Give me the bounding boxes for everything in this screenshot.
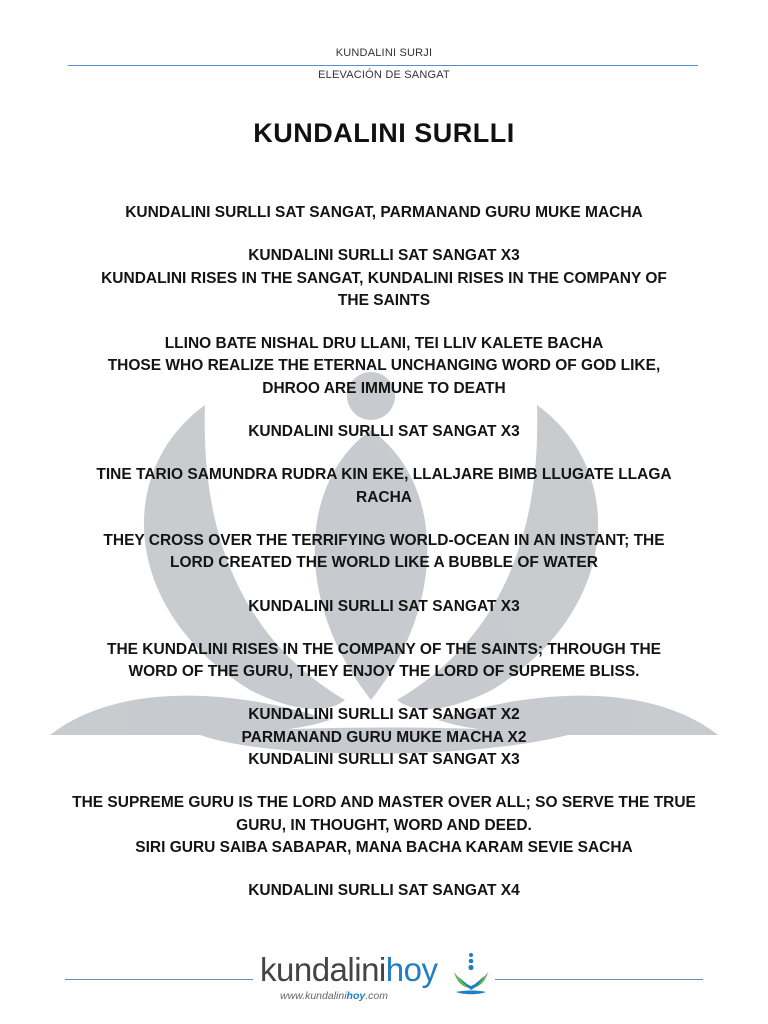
lotus-icon [450, 952, 492, 996]
lyric-line: THE SAINTS [337, 291, 431, 309]
logo-wordmark-main: kundalini [260, 951, 386, 988]
header-top-text: KUNDALINI SURJI [335, 47, 433, 59]
lyric-line: GURU, IN THOUGHT, WORD AND DEED. [236, 816, 532, 834]
lyric-line: SIRI GURU SAIBA SABAPAR, MANA BACHA KARAM SEVIE SACHA [135, 838, 633, 856]
header-subtitle: ELEVACIÓN DE SANGAT [318, 69, 450, 81]
lyric-line: WORD OF THE GURU, THEY ENJOY THE LORD OF SUPREME BLISS. [128, 663, 640, 681]
lyric-stanza [60, 530, 708, 575]
lyric-line: KUNDALINI SURLLI SAT SANGAT X3 [248, 751, 520, 769]
footer-divider-right [495, 979, 703, 980]
lyric-stanza [60, 333, 708, 400]
lyric-line: LLINO BATE NISHAL DRU LLANI, TEI LLIV KALETE BACHA [164, 335, 604, 353]
lyric-line: THE KUNDALINI RISES IN THE COMPANY OF THE SAINTS; THROUGH THE [107, 640, 661, 658]
logo-wordmark-accent: hoy [385, 951, 438, 988]
lyric-stanza [60, 596, 708, 618]
lyric-line: THEY CROSS OVER THE TERRIFYING WORLD-OCEAN IN AN INSTANT; THE [103, 531, 665, 549]
lyric-line: THOSE WHO REALIZE THE ETERNAL UNCHANGING WORD OF GOD LIKE, [107, 357, 661, 375]
header-divider [68, 65, 698, 66]
lyric-line: KUNDALINI SURLLI SAT SANGAT X3 [248, 597, 520, 615]
lyric-line: THE SUPREME GURU IS THE LORD AND MASTER OVER ALL; SO SERVE THE TRUE [72, 794, 696, 812]
logo-url [280, 990, 388, 1002]
footer-divider-left [65, 979, 253, 980]
logo-url-accent: hoy [346, 990, 366, 1002]
lyric-line: KUNDALINI SURLLI SAT SANGAT, PARMANAND GURU MUKE MACHA [125, 204, 643, 221]
kundalinihoy-logo [258, 950, 493, 1006]
lyric-line: RACHA [356, 488, 412, 506]
lyric-line: LORD CREATED THE WORLD LIKE A BUBBLE OF WATER [170, 554, 598, 572]
lyrics-body [60, 202, 708, 924]
lyric-stanza [60, 639, 708, 684]
lyric-stanza [60, 464, 708, 509]
page-title: KUNDALINI SURLLI [253, 118, 515, 148]
lyric-line: KUNDALINI RISES IN THE SANGAT, KUNDALINI RISES IN THE COMPANY OF [101, 269, 667, 287]
lyric-stanza [60, 245, 708, 312]
lyric-stanza [60, 421, 708, 443]
lyric-stanza [60, 704, 708, 771]
lyric-stanza [60, 202, 708, 224]
logo-url-suffix: .com [365, 990, 388, 1002]
lyric-line: KUNDALINI SURLLI SAT SANGAT X3 [248, 423, 520, 441]
lyric-stanza [60, 880, 708, 902]
lyric-line: DHROO ARE IMMUNE TO DEATH [262, 379, 506, 397]
lyric-stanza [60, 792, 708, 859]
lyric-line: PARMANAND GURU MUKE MACHA X2 [241, 728, 527, 746]
logo-wordmark [260, 950, 437, 990]
logo-url-prefix: www.kundalini [280, 990, 347, 1002]
lyric-line: KUNDALINI SURLLI SAT SANGAT X2 [248, 706, 520, 724]
lyric-line: TINE TARIO SAMUNDRA RUDRA KIN EKE, LLALJARE BIMB LLUGATE LLAGA [96, 466, 672, 484]
lyric-line: KUNDALINI SURLLI SAT SANGAT X3 [248, 247, 520, 265]
lyric-line: KUNDALINI SURLLI SAT SANGAT X4 [248, 882, 520, 900]
